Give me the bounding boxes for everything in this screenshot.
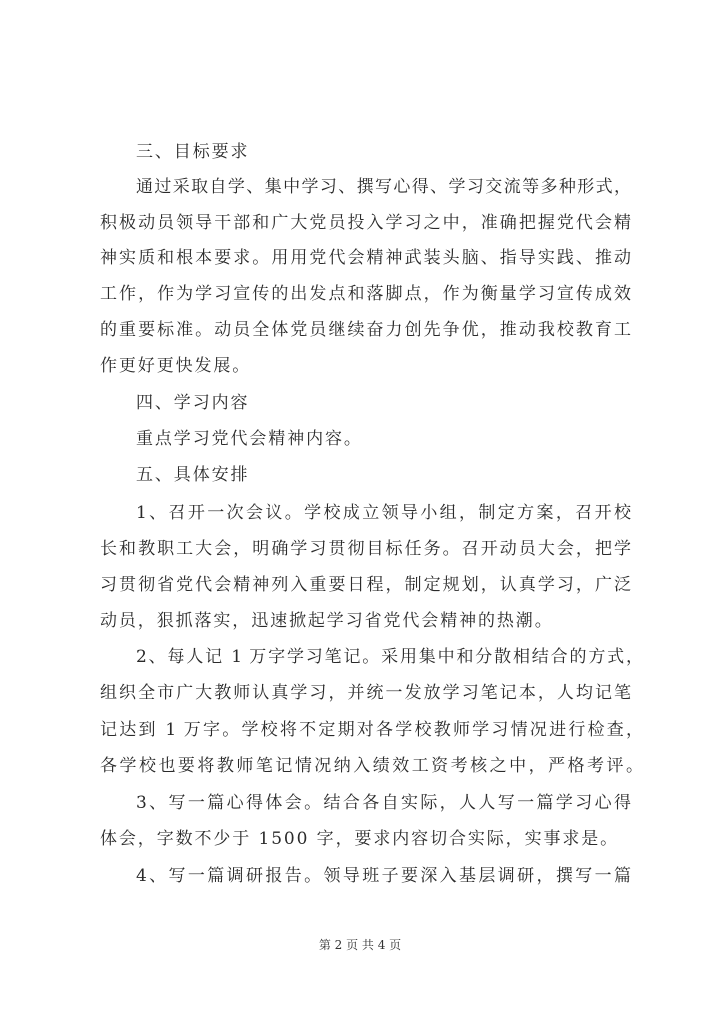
paragraph-line: 神实质和根本要求。用用党代会精神武装头脑、指导实践、推动 — [100, 248, 631, 268]
paragraph-line: 动员，狠抓落实，迅速掀起学习省党代会精神的热潮。 — [100, 611, 554, 631]
paragraph-line: 组织全市广大教师认真学习，并统一发放学习笔记本，人均记笔 — [100, 683, 631, 703]
section-heading-goals: 三、目标要求 — [136, 142, 250, 162]
paragraph-line: 4、写一篇调研报告。领导班子要深入基层调研，撰写一篇 — [136, 866, 631, 886]
paragraph-line: 2、每人记 1 万字学习笔记。采用集中和分散相结合的方式， — [136, 647, 643, 667]
page-number-footer: 第 2 页 共 4 页 — [318, 938, 402, 952]
paragraph-line: 体会，字数不少于 1500 字，要求内容切合实际，实事求是。 — [100, 829, 620, 849]
paragraph-line: 1、召开一次会议。学校成立领导小组，制定方案，召开校 — [136, 503, 631, 523]
paragraph-line: 工作，作为学习宣传的出发点和落脚点，作为衡量学习宣传成效 — [100, 284, 631, 304]
paragraph-line: 各学校也要将教师笔记情况纳入绩效工资考核之中，严格考评。 — [100, 756, 643, 776]
paragraph-line: 的重要标准。动员全体党员继续奋力创先争优，推动我校教育工 — [100, 320, 631, 340]
paragraph-line: 习贯彻省党代会精神列入重要日程，制定规划，认真学习，广泛 — [100, 575, 631, 595]
section-heading-content: 四、学习内容 — [136, 393, 250, 413]
paragraph-line: 记达到 1 万字。学校将不定期对各学校教师学习情况进行检查， — [100, 720, 643, 740]
paragraph-line: 作更好更快发展。 — [100, 356, 252, 376]
paragraph-line: 积极动员领导干部和广大党员投入学习之中，准确把握党代会精 — [100, 213, 631, 233]
paragraph-line: 3、写一篇心得体会。结合各自实际，人人写一篇学习心得 — [136, 793, 631, 813]
paragraph-line: 通过采取自学、集中学习、撰写心得、学习交流等多种形式， — [136, 177, 631, 197]
section-heading-arrangement: 五、具体安排 — [136, 465, 250, 485]
paragraph-line: 长和教职工大会，明确学习贯彻目标任务。召开动员大会，把学 — [100, 539, 631, 559]
paragraph-line: 重点学习党代会精神内容。 — [136, 429, 363, 449]
